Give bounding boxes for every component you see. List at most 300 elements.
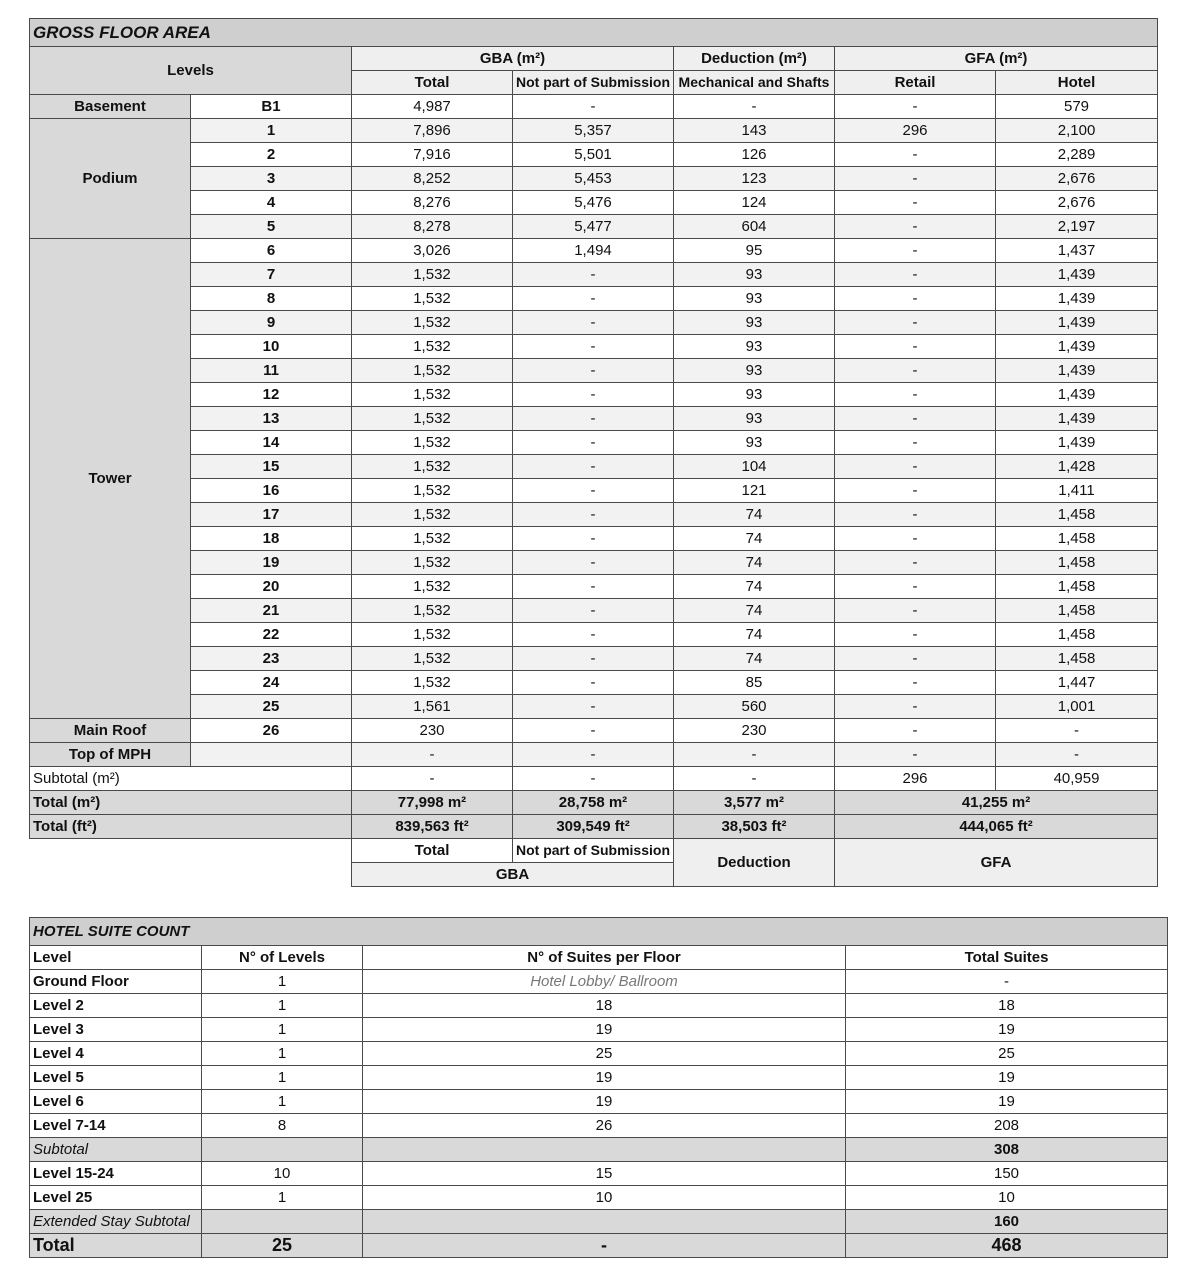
gross-floor-area-table <box>29 18 1158 887</box>
gfa-row <box>30 119 1158 143</box>
gba-total-cell: 1,532 <box>352 647 513 671</box>
hsc-num-levels: 1 <box>202 1042 363 1066</box>
not-part-cell: - <box>513 95 674 119</box>
hsc-subtotal-label: Subtotal <box>30 1138 202 1162</box>
gfa-row <box>30 623 1158 647</box>
retail-cell: - <box>835 95 996 119</box>
hotel-cell: 1,458 <box>996 503 1158 527</box>
level-group-label: Basement <box>30 95 191 119</box>
hsc-total-suites: - <box>846 970 1168 994</box>
retail-cell: - <box>835 455 996 479</box>
hsc-ext-blank <box>202 1210 363 1234</box>
not-part-cell: - <box>513 647 674 671</box>
hsc-level: Level 5 <box>30 1066 202 1090</box>
hsc-per-floor: 19 <box>363 1018 846 1042</box>
hsc-total-suites: 19 <box>846 1018 1168 1042</box>
gba-total-cell: 1,532 <box>352 431 513 455</box>
mechanical-cell: 126 <box>674 143 835 167</box>
hotel-cell: 1,458 <box>996 527 1158 551</box>
not-part-cell: - <box>513 599 674 623</box>
not-part-cell: - <box>513 383 674 407</box>
hsc-level: Level 2 <box>30 994 202 1018</box>
gba-total-cell: 1,532 <box>352 599 513 623</box>
retail-cell: - <box>835 191 996 215</box>
mechanical-cell: 121 <box>674 479 835 503</box>
hsc-total-suites: 19 <box>846 1066 1168 1090</box>
level-number: 15 <box>191 455 352 479</box>
retail-cell: - <box>835 743 996 767</box>
retail-cell: - <box>835 335 996 359</box>
hsc-per-floor: 19 <box>363 1090 846 1114</box>
total-ft2-deduction: 38,503 ft² <box>674 815 835 839</box>
gba-total-cell: 1,532 <box>352 623 513 647</box>
hotel-cell: 2,289 <box>996 143 1158 167</box>
hsc-grand-total-row <box>30 1234 1168 1258</box>
footer-gba: GBA <box>352 863 674 887</box>
gfa-row <box>30 143 1158 167</box>
col-total-header: Total <box>352 71 513 95</box>
hsc-num-levels: 1 <box>202 1018 363 1042</box>
hsc-level: Level 7-14 <box>30 1114 202 1138</box>
hsc-levels-header: N° of Levels <box>202 946 363 970</box>
mechanical-cell: 85 <box>674 671 835 695</box>
gfa-row <box>30 695 1158 719</box>
mechanical-cell: 93 <box>674 359 835 383</box>
hsc-per-floor-header: N° of Suites per Floor <box>363 946 846 970</box>
not-part-cell: 5,476 <box>513 191 674 215</box>
total-ft2-label: Total (ft²) <box>30 815 352 839</box>
gba-total-cell: 8,252 <box>352 167 513 191</box>
mechanical-cell: 93 <box>674 407 835 431</box>
total-ft2-gfa: 444,065 ft² <box>835 815 1158 839</box>
not-part-cell: - <box>513 407 674 431</box>
gba-total-cell: 8,278 <box>352 215 513 239</box>
mechanical-cell: 95 <box>674 239 835 263</box>
hotel-cell: - <box>996 743 1158 767</box>
col-mech-header: Mechanical and Shafts <box>674 71 835 95</box>
hsc-grand-per-floor: - <box>363 1234 846 1258</box>
retail-cell: - <box>835 215 996 239</box>
hsc-ext-blank <box>363 1210 846 1234</box>
hsc-num-levels: 1 <box>202 970 363 994</box>
level-group-label: Top of MPH <box>30 743 191 767</box>
retail-cell: - <box>835 575 996 599</box>
mechanical-cell: - <box>674 95 835 119</box>
retail-cell: - <box>835 527 996 551</box>
retail-cell: - <box>835 311 996 335</box>
gba-total-cell: 1,532 <box>352 479 513 503</box>
retail-cell: - <box>835 479 996 503</box>
hsc-ext-subtotal-total: 160 <box>846 1210 1168 1234</box>
mechanical-cell: 74 <box>674 527 835 551</box>
mechanical-cell: 74 <box>674 647 835 671</box>
gba-total-cell: 1,561 <box>352 695 513 719</box>
gfa-row <box>30 359 1158 383</box>
level-number: 2 <box>191 143 352 167</box>
gfa-row <box>30 527 1158 551</box>
hotel-cell: 579 <box>996 95 1158 119</box>
level-number: 18 <box>191 527 352 551</box>
mechanical-cell: 104 <box>674 455 835 479</box>
gba-total-cell: 1,532 <box>352 527 513 551</box>
hotel-cell: 1,437 <box>996 239 1158 263</box>
hsc-total-suites: 10 <box>846 1186 1168 1210</box>
hsc-level: Ground Floor <box>30 970 202 994</box>
footer-total: Total <box>352 839 513 863</box>
gfa-row <box>30 383 1158 407</box>
levels-header: Levels <box>30 47 352 95</box>
gba-total-cell: 1,532 <box>352 359 513 383</box>
mechanical-cell: 93 <box>674 335 835 359</box>
total-ft2-gba: 839,563 ft² <box>352 815 513 839</box>
mechanical-cell: 123 <box>674 167 835 191</box>
hotel-cell: 1,439 <box>996 431 1158 455</box>
hotel-cell: 2,100 <box>996 119 1158 143</box>
gba-total-cell: 3,026 <box>352 239 513 263</box>
gba-total-cell: 1,532 <box>352 503 513 527</box>
footer-gfa: GFA <box>835 839 1158 887</box>
mechanical-cell: 93 <box>674 311 835 335</box>
retail-cell: - <box>835 623 996 647</box>
level-number: 3 <box>191 167 352 191</box>
level-number: 19 <box>191 551 352 575</box>
gba-total-cell: 1,532 <box>352 575 513 599</box>
level-number: 24 <box>191 671 352 695</box>
not-part-cell: - <box>513 575 674 599</box>
gba-total-cell: 1,532 <box>352 263 513 287</box>
hsc-num-levels: 1 <box>202 1186 363 1210</box>
level-number: 5 <box>191 215 352 239</box>
deduction-header: Deduction (m²) <box>674 47 835 71</box>
hsc-row <box>30 1066 1168 1090</box>
gba-total-cell: 1,532 <box>352 383 513 407</box>
hotel-cell: 2,197 <box>996 215 1158 239</box>
hsc-total-suites: 18 <box>846 994 1168 1018</box>
not-part-cell: - <box>513 287 674 311</box>
retail-cell: - <box>835 671 996 695</box>
gfa-row <box>30 287 1158 311</box>
hsc-total-suites: 25 <box>846 1042 1168 1066</box>
gba-total-cell: 7,896 <box>352 119 513 143</box>
hotel-cell: 1,439 <box>996 335 1158 359</box>
level-number: 11 <box>191 359 352 383</box>
gfa-row <box>30 455 1158 479</box>
gba-total-cell: - <box>352 743 513 767</box>
hsc-row <box>30 1162 1168 1186</box>
hotel-cell: 1,458 <box>996 647 1158 671</box>
total-m2-gfa: 41,255 m² <box>835 791 1158 815</box>
mechanical-cell: 74 <box>674 623 835 647</box>
hotel-cell: 1,439 <box>996 383 1158 407</box>
level-number: 13 <box>191 407 352 431</box>
retail-cell: - <box>835 647 996 671</box>
retail-cell: - <box>835 407 996 431</box>
hsc-grand-label: Total <box>30 1234 202 1258</box>
gfa-row <box>30 191 1158 215</box>
hotel-cell: 1,458 <box>996 575 1158 599</box>
gfa-row <box>30 263 1158 287</box>
hotel-cell: 1,458 <box>996 599 1158 623</box>
gfa-row <box>30 335 1158 359</box>
hsc-subtotal-total: 308 <box>846 1138 1168 1162</box>
subtotal-mech: - <box>674 767 835 791</box>
mechanical-cell: - <box>674 743 835 767</box>
not-part-cell: - <box>513 359 674 383</box>
level-number: 1 <box>191 119 352 143</box>
hsc-row <box>30 1186 1168 1210</box>
level-group-label: Tower <box>30 239 191 719</box>
gba-total-cell: 230 <box>352 719 513 743</box>
hsc-per-floor: 18 <box>363 994 846 1018</box>
not-part-cell: - <box>513 455 674 479</box>
hsc-num-levels: 1 <box>202 1066 363 1090</box>
hotel-cell: 1,447 <box>996 671 1158 695</box>
mechanical-cell: 604 <box>674 215 835 239</box>
level-number: 4 <box>191 191 352 215</box>
subtotal-total: - <box>352 767 513 791</box>
hsc-num-levels: 1 <box>202 1090 363 1114</box>
level-group-label: Podium <box>30 119 191 239</box>
total-m2-label: Total (m²) <box>30 791 352 815</box>
gfa-row <box>30 647 1158 671</box>
not-part-cell: - <box>513 311 674 335</box>
retail-cell: - <box>835 263 996 287</box>
not-part-cell: - <box>513 263 674 287</box>
not-part-cell: 5,357 <box>513 119 674 143</box>
not-part-cell: - <box>513 695 674 719</box>
hsc-level: Level 3 <box>30 1018 202 1042</box>
gfa-title: GROSS FLOOR AREA <box>30 19 1158 47</box>
level-number: 23 <box>191 647 352 671</box>
mechanical-cell: 74 <box>674 575 835 599</box>
hsc-row <box>30 1090 1168 1114</box>
hsc-row <box>30 1018 1168 1042</box>
hsc-total-suites: 19 <box>846 1090 1168 1114</box>
gfa-total-ft2-row <box>30 815 1158 839</box>
subtotal-hotel: 40,959 <box>996 767 1158 791</box>
level-number: 16 <box>191 479 352 503</box>
footer-not-part: Not part of Submission <box>513 839 674 863</box>
col-not-part-header: Not part of Submission <box>513 71 674 95</box>
hotel-cell: 1,439 <box>996 407 1158 431</box>
gba-total-cell: 1,532 <box>352 311 513 335</box>
mechanical-cell: 124 <box>674 191 835 215</box>
gfa-row <box>30 743 1158 767</box>
gba-total-cell: 4,987 <box>352 95 513 119</box>
col-hotel-header: Hotel <box>996 71 1158 95</box>
level-number: 8 <box>191 287 352 311</box>
col-retail-header: Retail <box>835 71 996 95</box>
hotel-cell: 1,428 <box>996 455 1158 479</box>
hsc-level-header: Level <box>30 946 202 970</box>
hotel-cell: 1,439 <box>996 359 1158 383</box>
hotel-cell: 2,676 <box>996 191 1158 215</box>
mechanical-cell: 93 <box>674 431 835 455</box>
subtotal-retail: 296 <box>835 767 996 791</box>
level-number: 25 <box>191 695 352 719</box>
level-number: 14 <box>191 431 352 455</box>
not-part-cell: - <box>513 671 674 695</box>
gba-total-cell: 7,916 <box>352 143 513 167</box>
hsc-level: Level 6 <box>30 1090 202 1114</box>
mechanical-cell: 230 <box>674 719 835 743</box>
gfa-row <box>30 407 1158 431</box>
gfa-row <box>30 551 1158 575</box>
gfa-row <box>30 671 1158 695</box>
not-part-cell: - <box>513 551 674 575</box>
gfa-row <box>30 239 1158 263</box>
retail-cell: - <box>835 503 996 527</box>
level-number: 12 <box>191 383 352 407</box>
hsc-per-floor: Hotel Lobby/ Ballroom <box>363 970 846 994</box>
gfa-row <box>30 95 1158 119</box>
gba-total-cell: 1,532 <box>352 335 513 359</box>
level-number: 9 <box>191 311 352 335</box>
gfa-row <box>30 167 1158 191</box>
hotel-cell: - <box>996 719 1158 743</box>
hsc-row <box>30 1114 1168 1138</box>
hsc-ext-subtotal-row <box>30 1210 1168 1234</box>
gfa-subtotal-row <box>30 767 1158 791</box>
hsc-total-suites: 208 <box>846 1114 1168 1138</box>
not-part-cell: - <box>513 479 674 503</box>
gba-total-cell: 1,532 <box>352 407 513 431</box>
level-number: 22 <box>191 623 352 647</box>
mechanical-cell: 93 <box>674 263 835 287</box>
retail-cell: - <box>835 383 996 407</box>
level-number: 6 <box>191 239 352 263</box>
gfa-row <box>30 599 1158 623</box>
mechanical-cell: 93 <box>674 287 835 311</box>
level-number: 20 <box>191 575 352 599</box>
hotel-cell: 1,458 <box>996 551 1158 575</box>
hotel-cell: 1,439 <box>996 311 1158 335</box>
retail-cell: - <box>835 167 996 191</box>
retail-cell: 296 <box>835 119 996 143</box>
not-part-cell: - <box>513 335 674 359</box>
retail-cell: - <box>835 239 996 263</box>
gfa-row <box>30 479 1158 503</box>
hsc-subtotal-blank <box>202 1138 363 1162</box>
hsc-grand-levels: 25 <box>202 1234 363 1258</box>
retail-cell: - <box>835 719 996 743</box>
not-part-cell: 1,494 <box>513 239 674 263</box>
gfa-row <box>30 431 1158 455</box>
hsc-per-floor: 25 <box>363 1042 846 1066</box>
hotel-cell: 1,411 <box>996 479 1158 503</box>
hsc-level: Level 25 <box>30 1186 202 1210</box>
gba-total-cell: 1,532 <box>352 551 513 575</box>
retail-cell: - <box>835 431 996 455</box>
retail-cell: - <box>835 287 996 311</box>
not-part-cell: 5,453 <box>513 167 674 191</box>
gfa-row <box>30 503 1158 527</box>
hsc-per-floor: 15 <box>363 1162 846 1186</box>
mechanical-cell: 93 <box>674 383 835 407</box>
not-part-cell: - <box>513 527 674 551</box>
subtotal-label: Subtotal (m²) <box>30 767 352 791</box>
not-part-cell: 5,501 <box>513 143 674 167</box>
mechanical-cell: 143 <box>674 119 835 143</box>
retail-cell: - <box>835 359 996 383</box>
hotel-suite-count-table <box>29 917 1168 1258</box>
mechanical-cell: 74 <box>674 551 835 575</box>
hsc-row <box>30 970 1168 994</box>
level-number: B1 <box>191 95 352 119</box>
total-m2-deduction: 3,577 m² <box>674 791 835 815</box>
level-number: 21 <box>191 599 352 623</box>
level-number: 17 <box>191 503 352 527</box>
hsc-row <box>30 994 1168 1018</box>
level-group-label: Main Roof <box>30 719 191 743</box>
hsc-total-suites: 150 <box>846 1162 1168 1186</box>
footer-deduction: Deduction <box>674 839 835 887</box>
hsc-total-header: Total Suites <box>846 946 1168 970</box>
hsc-ext-subtotal-label: Extended Stay Subtotal <box>30 1210 202 1234</box>
gba-total-cell: 1,532 <box>352 287 513 311</box>
footer-blank <box>30 839 352 887</box>
not-part-cell: - <box>513 623 674 647</box>
not-part-cell: - <box>513 719 674 743</box>
hsc-per-floor: 10 <box>363 1186 846 1210</box>
hsc-subtotal-row <box>30 1138 1168 1162</box>
subtotal-not-part: - <box>513 767 674 791</box>
level-number <box>191 743 352 767</box>
hsc-per-floor: 19 <box>363 1066 846 1090</box>
not-part-cell: - <box>513 743 674 767</box>
hsc-subtotal-blank <box>363 1138 846 1162</box>
hotel-cell: 1,458 <box>996 623 1158 647</box>
total-m2-not-part: 28,758 m² <box>513 791 674 815</box>
mechanical-cell: 74 <box>674 599 835 623</box>
total-m2-gba: 77,998 m² <box>352 791 513 815</box>
retail-cell: - <box>835 695 996 719</box>
retail-cell: - <box>835 599 996 623</box>
not-part-cell: - <box>513 503 674 527</box>
gba-total-cell: 1,532 <box>352 671 513 695</box>
not-part-cell: 5,477 <box>513 215 674 239</box>
not-part-cell: - <box>513 431 674 455</box>
hsc-num-levels: 8 <box>202 1114 363 1138</box>
gba-total-cell: 8,276 <box>352 191 513 215</box>
gfa-row <box>30 215 1158 239</box>
gba-total-cell: 1,532 <box>352 455 513 479</box>
hsc-level: Level 15-24 <box>30 1162 202 1186</box>
gfa-row <box>30 575 1158 599</box>
mechanical-cell: 560 <box>674 695 835 719</box>
hsc-num-levels: 10 <box>202 1162 363 1186</box>
hotel-cell: 1,439 <box>996 263 1158 287</box>
hsc-row <box>30 1042 1168 1066</box>
total-ft2-not-part: 309,549 ft² <box>513 815 674 839</box>
hsc-num-levels: 1 <box>202 994 363 1018</box>
hsc-per-floor: 26 <box>363 1114 846 1138</box>
level-number: 7 <box>191 263 352 287</box>
hsc-title: HOTEL SUITE COUNT <box>30 918 1168 946</box>
hotel-cell: 1,001 <box>996 695 1158 719</box>
retail-cell: - <box>835 551 996 575</box>
hotel-cell: 2,676 <box>996 167 1158 191</box>
level-number: 26 <box>191 719 352 743</box>
gfa-row <box>30 719 1158 743</box>
gfa-header: GFA (m²) <box>835 47 1158 71</box>
hsc-level: Level 4 <box>30 1042 202 1066</box>
gfa-total-m2-row <box>30 791 1158 815</box>
hotel-cell: 1,439 <box>996 287 1158 311</box>
level-number: 10 <box>191 335 352 359</box>
hsc-grand-total: 468 <box>846 1234 1168 1258</box>
gfa-footer-row <box>30 839 1158 863</box>
